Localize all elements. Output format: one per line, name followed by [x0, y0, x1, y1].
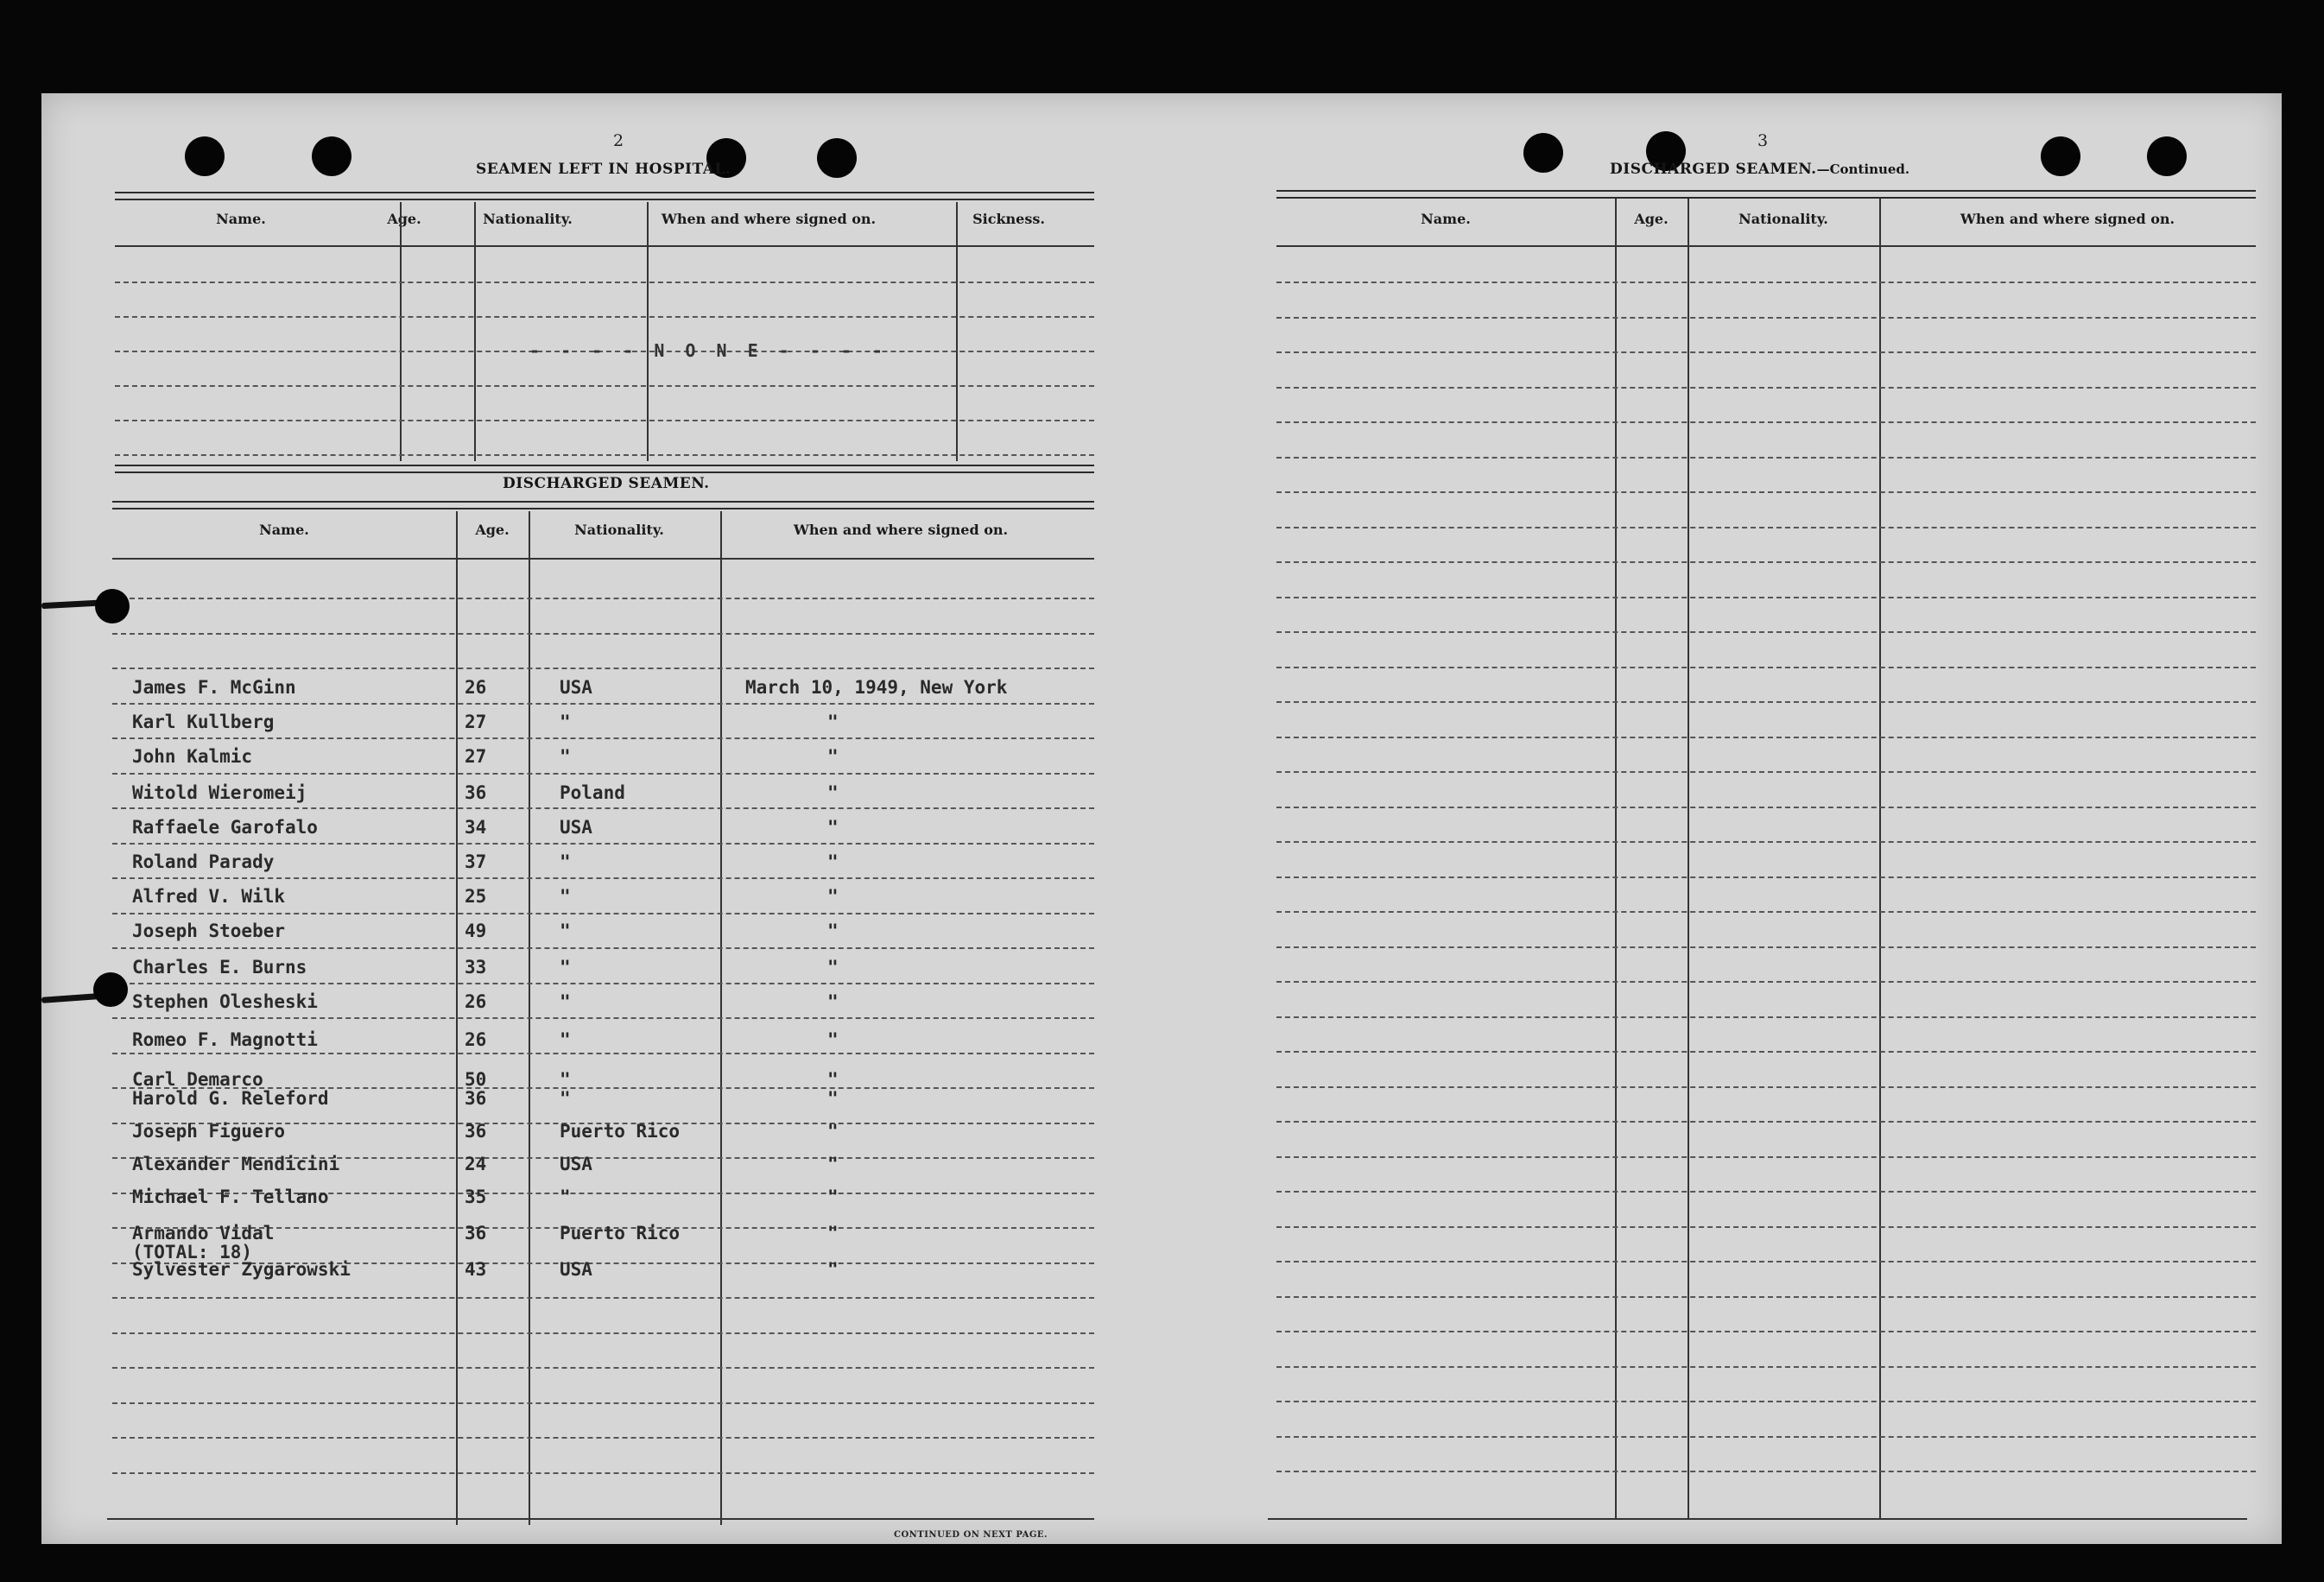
entry-line	[1276, 561, 2256, 563]
entry-line	[115, 420, 1094, 421]
crew-signed-on: "	[827, 746, 839, 767]
crew-name: Romeo F. Magnotti	[132, 1029, 318, 1050]
entry-line	[112, 877, 1094, 879]
entry-line	[1276, 421, 2256, 423]
crew-signed-on: "	[827, 1121, 839, 1142]
entry-line	[112, 668, 1094, 669]
entry-line	[112, 633, 1094, 635]
column-divider	[647, 202, 649, 461]
entry-line	[1276, 1156, 2256, 1158]
discharged-section-title: DISCHARGED SEAMEN.	[503, 475, 710, 492]
entry-line	[112, 737, 1094, 739]
crew-age: 27	[465, 746, 487, 767]
crew-name: Raffaele Garofalo	[132, 817, 318, 838]
entry-line	[112, 843, 1094, 845]
crew-nationality: "	[560, 957, 571, 978]
column-header-signed-on: When and where signed on.	[793, 522, 1009, 538]
column-header-signed-on: When and where signed on.	[1960, 211, 2175, 227]
crew-signed-on: "	[827, 991, 839, 1012]
crew-name: Roland Parady	[132, 851, 275, 872]
entry-line	[112, 947, 1094, 949]
crew-age: 36	[465, 1223, 487, 1243]
column-header-name: Name.	[259, 522, 309, 538]
entry-line	[112, 773, 1094, 775]
entry-line	[1276, 1296, 2256, 1298]
crew-nationality: Puerto Rico	[560, 1121, 681, 1142]
column-header-name: Name.	[216, 211, 266, 227]
crew-nationality: USA	[560, 1259, 592, 1280]
entry-line	[1276, 911, 2256, 913]
entry-line	[1276, 737, 2256, 738]
entry-line	[112, 1332, 1094, 1334]
entry-line	[1276, 1331, 2256, 1332]
entry-line	[1276, 282, 2256, 283]
crew-name: James F. McGinn	[132, 677, 296, 698]
section-rule	[115, 192, 1094, 200]
entry-line	[112, 703, 1094, 705]
crew-age: 24	[465, 1154, 487, 1174]
left-page	[41, 93, 1156, 1544]
crew-signed-on: "	[827, 1259, 839, 1280]
continued-note: CONTINUED ON NEXT PAGE.	[894, 1530, 1048, 1540]
crew-nationality: Puerto Rico	[560, 1223, 681, 1243]
crew-age: 35	[465, 1186, 487, 1207]
punch-hole	[95, 589, 130, 623]
entry-line	[1276, 527, 2256, 528]
entry-line	[112, 913, 1094, 914]
crew-signed-on: "	[827, 1088, 839, 1109]
entry-line	[115, 454, 1094, 456]
crew-nationality: "	[560, 991, 571, 1012]
crew-age: 33	[465, 957, 487, 978]
crew-name: Harold G. Releford	[132, 1088, 329, 1109]
page-number: 2	[612, 131, 624, 150]
crew-nationality: Poland	[560, 782, 625, 803]
entry-line	[1276, 351, 2256, 353]
entry-line	[1276, 1471, 2256, 1472]
entry-line	[1276, 1261, 2256, 1262]
entry-line	[1276, 1016, 2256, 1018]
crew-signed-on: "	[827, 1186, 839, 1207]
crew-nationality: "	[560, 1029, 571, 1050]
punch-hole	[2147, 136, 2187, 176]
bottom-rule	[1268, 1518, 2247, 1520]
crew-signed-on: "	[827, 851, 839, 872]
column-divider	[1879, 199, 1881, 1520]
header-rule	[115, 245, 1094, 247]
crew-signed-on: March 10, 1949, New York	[745, 677, 1008, 698]
crew-name: Stephen Olesheski	[132, 991, 318, 1012]
crew-name: Karl Kullberg	[132, 712, 275, 732]
crew-nationality: USA	[560, 677, 592, 698]
crew-nationality: "	[560, 746, 571, 767]
crew-name: Sylvester Zygarowski	[132, 1259, 351, 1280]
crew-signed-on: "	[827, 782, 839, 803]
column-header-nationality: Nationality.	[574, 522, 664, 538]
entry-line	[1276, 1401, 2256, 1402]
column-divider	[400, 202, 402, 461]
crew-age: 36	[465, 1121, 487, 1142]
entry-line	[115, 385, 1094, 387]
entry-line	[1276, 807, 2256, 808]
entry-line	[1276, 1051, 2256, 1053]
section-rule	[112, 501, 1094, 509]
column-header-nationality: Nationality.	[483, 211, 573, 227]
crew-nationality: "	[560, 712, 571, 732]
crew-age: 26	[465, 1029, 487, 1050]
crew-nationality: "	[560, 886, 571, 907]
discharged-continued-title	[1610, 161, 1909, 178]
crew-signed-on: "	[827, 886, 839, 907]
crew-signed-on: "	[827, 817, 839, 838]
crew-signed-on: "	[827, 921, 839, 941]
entry-line	[1276, 701, 2256, 703]
right-page	[1156, 93, 2282, 1544]
crew-nationality: "	[560, 1088, 571, 1109]
crew-signed-on: "	[827, 957, 839, 978]
crew-age: 49	[465, 921, 487, 941]
column-header-age: Age.	[387, 211, 421, 227]
total-count: (TOTAL: 18)	[132, 1242, 253, 1262]
entry-line	[1276, 667, 2256, 668]
crew-age: 50	[465, 1069, 487, 1090]
entry-line	[112, 598, 1094, 599]
entry-line	[115, 282, 1094, 283]
header-rule	[112, 558, 1094, 560]
entry-line	[112, 1017, 1094, 1019]
column-divider	[956, 202, 958, 461]
hospital-section-title: SEAMEN LEFT IN HOSPITAL.	[476, 161, 731, 178]
crew-name: Joseph Stoeber	[132, 921, 286, 941]
entry-line	[112, 983, 1094, 984]
entry-line	[1276, 946, 2256, 948]
entry-line	[1276, 1436, 2256, 1438]
column-header-signed-on: When and where signed on.	[661, 211, 877, 227]
form-sheet	[41, 93, 2282, 1544]
entry-line	[1276, 1121, 2256, 1123]
crew-signed-on: "	[827, 712, 839, 732]
crew-nationality: USA	[560, 1154, 592, 1174]
entry-line	[1276, 491, 2256, 493]
crew-nationality: "	[560, 1069, 571, 1090]
punch-hole	[817, 138, 857, 178]
crew-nationality: "	[560, 1186, 571, 1207]
column-header-sickness: Sickness.	[972, 211, 1045, 227]
entry-line	[112, 807, 1094, 809]
section-rule	[1276, 190, 2256, 199]
entry-line	[1276, 841, 2256, 843]
crew-name: Witold Wieromeij	[132, 782, 307, 803]
crew-age: 25	[465, 886, 487, 907]
crew-age: 26	[465, 677, 487, 698]
column-header-name: Name.	[1421, 211, 1471, 227]
punch-hole	[312, 136, 351, 176]
punch-hole	[185, 136, 225, 176]
crew-signed-on: "	[827, 1069, 839, 1090]
column-divider	[474, 202, 476, 461]
crew-age: 37	[465, 851, 487, 872]
none-entry: - - - - N O N E - - - -	[529, 340, 888, 361]
entry-line	[112, 1472, 1094, 1474]
punch-hole	[2041, 136, 2080, 176]
crew-nationality: "	[560, 851, 571, 872]
bottom-rule	[107, 1518, 1094, 1520]
crew-name: Armando Vidal	[132, 1223, 275, 1243]
crew-name: Alexander Mendicini	[132, 1154, 340, 1174]
entry-line	[1276, 771, 2256, 773]
entry-line	[112, 1297, 1094, 1299]
entry-line	[1276, 981, 2256, 983]
entry-line	[1276, 1226, 2256, 1228]
column-header-nationality: Nationality.	[1738, 211, 1828, 227]
page-number: 3	[1757, 131, 1769, 150]
entry-line	[112, 1402, 1094, 1404]
crew-name: John Kalmic	[132, 746, 253, 767]
column-divider	[1688, 199, 1689, 1520]
crew-age: 26	[465, 991, 487, 1012]
column-header-age: Age.	[1634, 211, 1669, 227]
title-text: DISCHARGED SEAMEN.	[1610, 161, 1817, 178]
entry-line	[112, 1053, 1094, 1054]
punch-hole	[1523, 133, 1563, 173]
entry-line	[1276, 1191, 2256, 1193]
crew-age: 36	[465, 1088, 487, 1109]
entry-line	[1276, 317, 2256, 319]
crew-signed-on: "	[827, 1223, 839, 1243]
entry-line	[1276, 876, 2256, 878]
crew-age: 27	[465, 712, 487, 732]
entry-line	[115, 316, 1094, 318]
column-divider	[1615, 199, 1617, 1520]
crew-name: Alfred V. Wilk	[132, 886, 286, 907]
crew-signed-on: "	[827, 1154, 839, 1174]
entry-line	[1276, 597, 2256, 598]
crew-age: 34	[465, 817, 487, 838]
entry-line	[1276, 457, 2256, 459]
crew-age: 43	[465, 1259, 487, 1280]
crew-signed-on: "	[827, 1029, 839, 1050]
crew-name: Carl Demarco	[132, 1069, 263, 1090]
crew-nationality: "	[560, 921, 571, 941]
header-rule	[1276, 245, 2256, 247]
entry-line	[112, 1437, 1094, 1439]
entry-line	[1276, 631, 2256, 633]
crew-age: 36	[465, 782, 487, 803]
title-suffix: —Continued.	[1816, 161, 1910, 177]
crew-name: Joseph Figuero	[132, 1121, 286, 1142]
section-rule	[115, 465, 1094, 473]
crew-name: Charles E. Burns	[132, 957, 307, 978]
crew-nationality: USA	[560, 817, 592, 838]
column-header-age: Age.	[475, 522, 510, 538]
entry-line	[1276, 1366, 2256, 1368]
crew-name: Michael F. Tellano	[132, 1186, 329, 1207]
entry-line	[1276, 387, 2256, 389]
entry-line	[1276, 1086, 2256, 1088]
punch-hole	[93, 972, 128, 1007]
entry-line	[112, 1367, 1094, 1369]
